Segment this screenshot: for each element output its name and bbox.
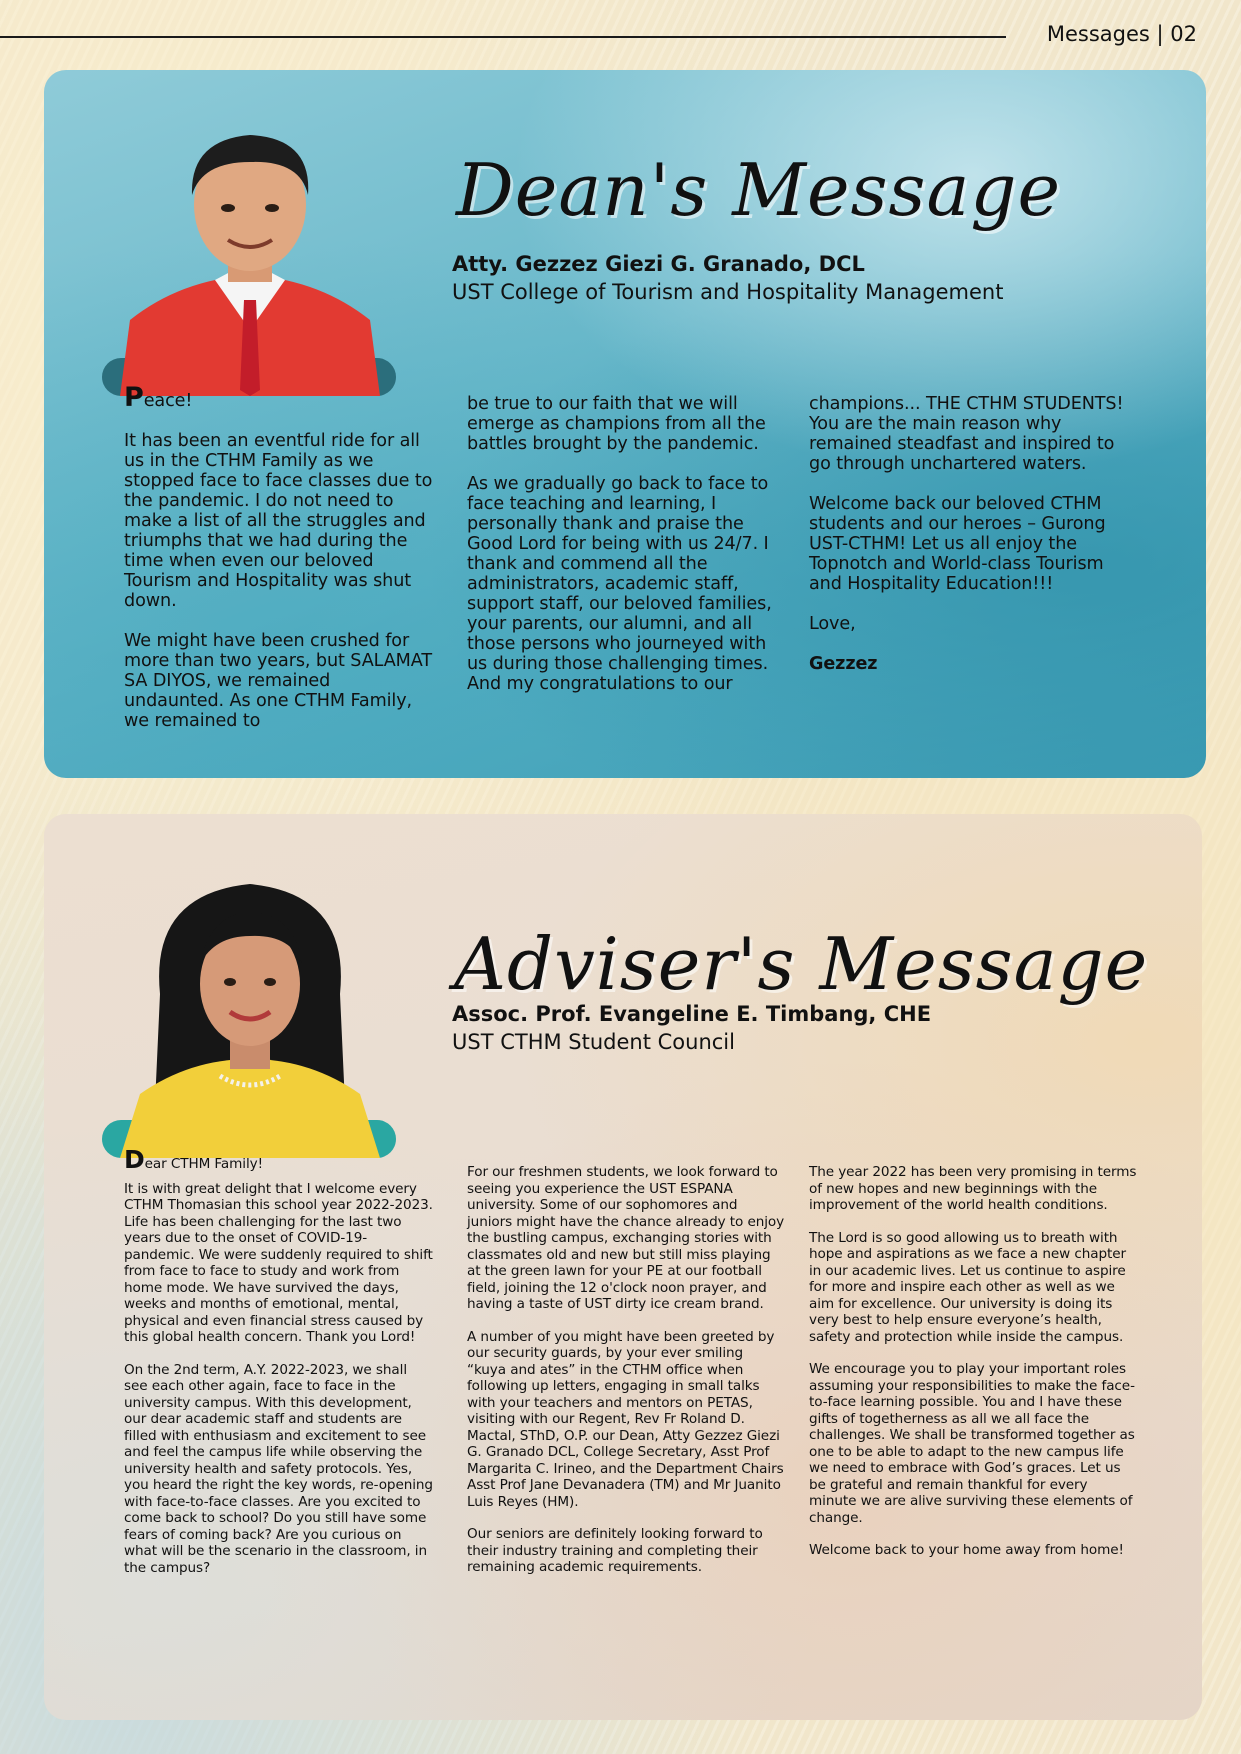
- paragraph: It is with great delight that I welcome every CTHM Thomasian this school year 2022-2023. Life has been challenging for the last two years due to the onset of COVID-19-pandemic. We were suddenly required to shift from face to face to study and work from home mode. We have survived the days, weeks and months of emotional, mental, physical and even financial stress caused by this global health concern. Thank you Lord!: [124, 1180, 433, 1345]
- dean-column-3: [809, 394, 1139, 694]
- paragraph: As we gradually go back to face to face teaching and learning, I personally thank and praise the Good Lord for being with us 24/7. I thank and commend all the administrators, academic staff, support staff, our beloved families, your parents, our alumni, and all those persons who journeyed with us during those challenging times. And my congratulations to our: [467, 474, 772, 694]
- dean-signature: Gezzez: [809, 654, 878, 674]
- paragraph: For our freshmen students, we look forward to seeing you experience the UST ESPANA university. Some of our sophomores and juniors might have the chance already to enjoy the bustling campus, exchanging stories with classmates old and new but still miss playing at the green lawn for your PE at our football field, joining the 12 o'clock noon prayer, and having a taste of UST dirty ice cream brand.: [467, 1164, 785, 1312]
- paragraph: We encourage you to play your important roles assuming your responsibilities to make the face-to-face learning possible. You and I have these gifts of togetherness as all we all face the challenges. We shall be transformed together as one to be able to adapt to the new campus life we need to embrace with God’s graces. Let us be grateful and remain thankful for every minute we are alive surviving these elements of change.: [809, 1361, 1135, 1526]
- adviser-name: Assoc. Prof. Evangeline E. Timbang, CHE: [452, 1002, 932, 1026]
- dean-role: UST College of Tourism and Hospitality Management: [452, 280, 1004, 304]
- dean-greeting-text: eace!: [143, 391, 193, 411]
- dean-dropcap: P: [124, 382, 144, 413]
- paragraph: Welcome back to your home away from home!: [809, 1542, 1124, 1558]
- paragraph: A number of you might have been greeted by our security guards, by your ever smiling “kuya and ates” in the CTHM office when following up letters, engaging in small talks with your teachers and mentors on PETAS, visiting with our Regent, Rev Fr Roland D. Mactal, SThD, O.P. our Dean, Atty Gezzez Giezi G. Granado DCL, College Secretary, Asst Prof Margarita C. Irineo, and the Department Chairs Asst Prof Jane Devanadera (TM) and Mr Juanito Luis Reyes (HM).: [467, 1328, 784, 1510]
- paragraph: The year 2022 has been very promising in terms of new hopes and new beginnings with the improvement of the world health conditions.: [809, 1164, 1137, 1213]
- adviser-column-1: [124, 1145, 434, 1592]
- dean-message-title: Dean's Message: [456, 148, 1062, 232]
- paragraph: On the 2nd term, A.Y. 2022-2023, we shall see each other again, face to face in the university campus. With this development, our dear academic staff and students are filled with enthusiasm and excitement to see and feel the campus life while observing the university health and safety protocols. Yes, you heard the right the key words, re-opening with face-to-face classes. Are you excited to come back to school? Do you still have some fears of coming back? Are you curious on what will be the scenario in the classroom, in the campus?: [124, 1361, 433, 1576]
- paragraph: It has been an eventful ride for all us in the CTHM Family as we stopped face to face classes due to the pandemic. I do not need to make a list of all the struggles and triumphs that we had during the time when even our beloved Tourism and Hospitality was shut down.: [124, 431, 433, 611]
- adviser-portrait: [120, 854, 380, 1158]
- paragraph: We might have been crushed for more than two years, but SALAMAT SA DIYOS, we remained undaunted. As one CTHM Family, we remained to: [124, 631, 432, 731]
- dean-portrait: [120, 100, 380, 396]
- header-rule: [0, 36, 1006, 38]
- dean-column-1: [124, 382, 434, 751]
- adviser-message-title: Adviser's Message: [454, 922, 1149, 1006]
- paragraph: champions... THE CTHM STUDENTS! You are the main reason why remained steadfast and inspired to go through unchartered waters.: [809, 394, 1124, 474]
- dean-name: Atty. Gezzez Giezi G. Granado, DCL: [452, 252, 865, 276]
- dean-message-panel: [44, 70, 1206, 778]
- dean-photo: [102, 100, 402, 396]
- adviser-greeting: [124, 1145, 434, 1174]
- page-label: Messages | 02: [1046, 22, 1197, 46]
- adviser-message-panel: [44, 814, 1202, 1720]
- adviser-greeting-text: ear CTHM Family!: [144, 1156, 263, 1172]
- paragraph: Love,: [809, 614, 856, 634]
- adviser-dropcap: D: [124, 1145, 145, 1174]
- dean-column-2: [467, 394, 779, 714]
- paragraph: be true to our faith that we will emerge as champions from all the battles brought by the pandemic.: [467, 394, 766, 454]
- adviser-column-3: [809, 1164, 1139, 1575]
- adviser-column-2: [467, 1164, 785, 1592]
- paragraph: Welcome back our beloved CTHM students and our heroes – Gurong UST-CTHM! Let us all enjoy the Topnotch and World-class Tourism and Hospitality Education!!!: [809, 494, 1106, 594]
- paragraph: The Lord is so good allowing us to breath with hope and aspirations as we face a new chapter in our academic lives. Let us continue to aspire for more and inspire each other as well as we aim for excellence. Our university is doing its very best to help ensure everyone’s health, safety and protection while inside the campus.: [809, 1229, 1127, 1345]
- adviser-role: UST CTHM Student Council: [452, 1030, 735, 1054]
- adviser-photo: [102, 854, 402, 1158]
- paragraph: Our seniors are definitely looking forward to their industry training and completing their remaining academic requirements.: [467, 1526, 763, 1575]
- dean-greeting: [124, 382, 434, 413]
